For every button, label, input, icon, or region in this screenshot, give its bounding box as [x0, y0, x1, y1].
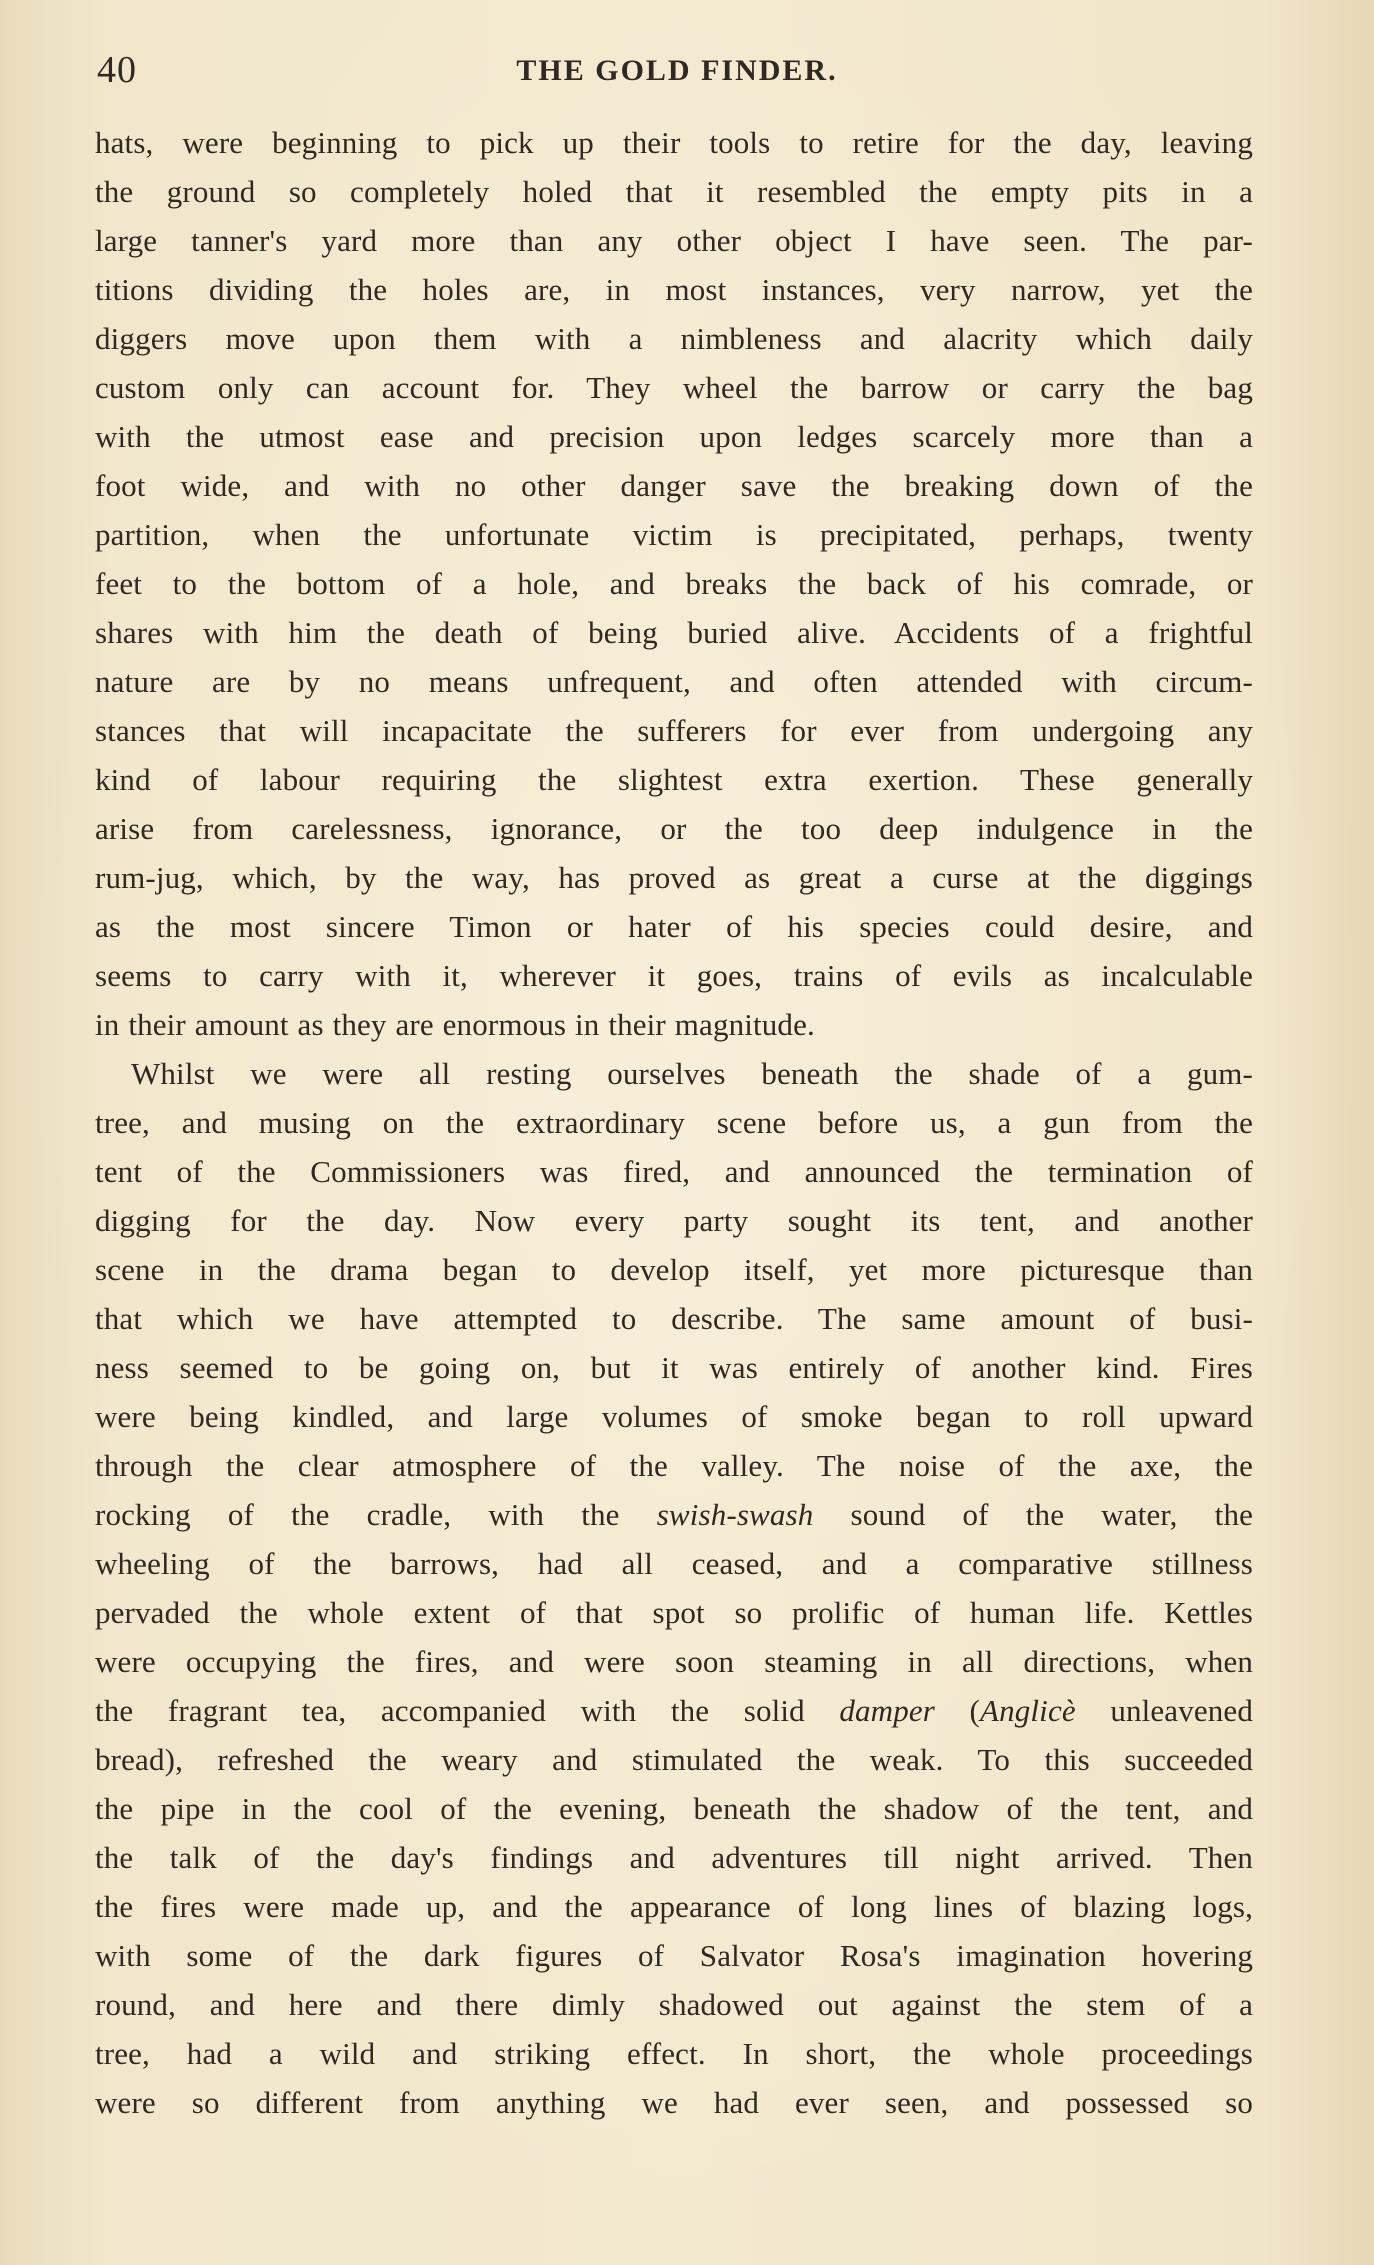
- line-text-segment: (: [934, 1693, 981, 1728]
- text-line: nature are by no means unfrequent, and often attended with circum-: [95, 664, 1253, 699]
- text-line: as the most sincere Timon or hater of his species could desire, and: [95, 909, 1253, 944]
- text-line: scene in the drama began to develop itself, yet more picturesque than: [95, 1252, 1253, 1287]
- body-text: [95, 118, 1253, 2127]
- text-line: the ground so completely holed that it resembled the empty pits in a: [95, 174, 1253, 209]
- text-line: tree, had a wild and striking effect. In short, the whole proceedings: [95, 2036, 1253, 2071]
- text-line: Whilst we were all resting ourselves beneath the shade of a gum-: [131, 1056, 1253, 1091]
- text-line: rum-jug, which, by the way, has proved as great a curse at the diggings: [95, 860, 1253, 895]
- text-line: diggers move upon them with a nimbleness and alacrity which daily: [95, 321, 1253, 356]
- text-line: tent of the Commissioners was fired, and announced the termination of: [95, 1154, 1253, 1189]
- text-line: ness seemed to be going on, but it was entirely of another kind. Fires: [95, 1350, 1253, 1385]
- text-line: bread), refreshed the weary and stimulated the weak. To this succeeded: [95, 1742, 1253, 1777]
- text-line: hats, were beginning to pick up their tools to retire for the day, leaving: [95, 125, 1253, 160]
- text-line: the fires were made up, and the appearance of long lines of blazing logs,: [95, 1889, 1253, 1924]
- text-line: round, and here and there dimly shadowed out against the stem of a: [95, 1987, 1253, 2022]
- text-line: through the clear atmosphere of the valley. The noise of the axe, the: [95, 1448, 1253, 1483]
- text-line: foot wide, and with no other danger save the breaking down of the: [95, 468, 1253, 503]
- text-line: custom only can account for. They wheel the barrow or carry the bag: [95, 370, 1253, 405]
- line-text-segment: rocking of the cradle, with the: [95, 1497, 657, 1532]
- text-line: with the utmost ease and precision upon ledges scarcely more than a: [95, 419, 1253, 454]
- italic-phrase: swish-swash: [656, 1497, 814, 1532]
- text-line: were being kindled, and large volumes of smoke began to roll upward: [95, 1399, 1253, 1434]
- text-line: digging for the day. Now every party sought its tent, and another: [95, 1203, 1253, 1238]
- text-line: the pipe in the cool of the evening, beneath the shadow of the tent, and: [95, 1791, 1253, 1826]
- text-line: [95, 1490, 1253, 1539]
- text-line: seems to carry with it, wherever it goes, trains of evils as incalculable: [95, 958, 1253, 993]
- text-line: kind of labour requiring the slightest extra exertion. These generally: [95, 762, 1253, 797]
- text-line: were so different from anything we had ever seen, and possessed so: [95, 2085, 1253, 2120]
- text-line: wheeling of the barrows, had all ceased, and a comparative stillness: [95, 1546, 1253, 1581]
- italic-phrase: Anglicè: [980, 1693, 1076, 1728]
- running-head: [97, 48, 1257, 98]
- line-text-segment: sound of the water, the: [813, 1497, 1254, 1532]
- text-line: in their amount as they are enormous in their magnitude.: [95, 1007, 815, 1042]
- text-line: arise from carelessness, ignorance, or the too deep indulgence in the: [95, 811, 1253, 846]
- text-line: with some of the dark figures of Salvator Rosa's imagination hovering: [95, 1938, 1253, 1973]
- page-number: 40: [97, 49, 137, 91]
- line-text-segment: the fragrant tea, accompanied with the solid: [95, 1693, 840, 1728]
- text-line: stances that will incapacitate the sufferers for ever from undergoing any: [95, 713, 1253, 748]
- italic-phrase: damper: [839, 1693, 935, 1728]
- text-line: shares with him the death of being buried alive. Accidents of a frightful: [95, 615, 1253, 650]
- text-line: titions dividing the holes are, in most instances, very narrow, yet the: [95, 272, 1253, 307]
- text-line: large tanner's yard more than any other object I have seen. The par-: [95, 223, 1253, 258]
- text-line: that which we have attempted to describe. The same amount of busi-: [95, 1301, 1253, 1336]
- paragraph-2: [95, 1049, 1253, 2127]
- text-line: feet to the bottom of a hole, and breaks the back of his comrade, or: [95, 566, 1253, 601]
- text-line: were occupying the fires, and were soon steaming in all directions, when: [95, 1644, 1253, 1679]
- book-title-header: THE GOLD FINDER.: [516, 54, 838, 87]
- text-line: the talk of the day's findings and adventures till night arrived. Then: [95, 1840, 1253, 1875]
- text-line: pervaded the whole extent of that spot so prolific of human life. Kettles: [95, 1595, 1253, 1630]
- text-line: partition, when the unfortunate victim is precipitated, perhaps, twenty: [95, 517, 1253, 552]
- text-line: [95, 1686, 1253, 1735]
- line-text-segment: unleavened: [1075, 1693, 1253, 1728]
- paragraph-1: [95, 118, 1253, 1049]
- text-line: tree, and musing on the extraordinary scene before us, a gun from the: [95, 1105, 1253, 1140]
